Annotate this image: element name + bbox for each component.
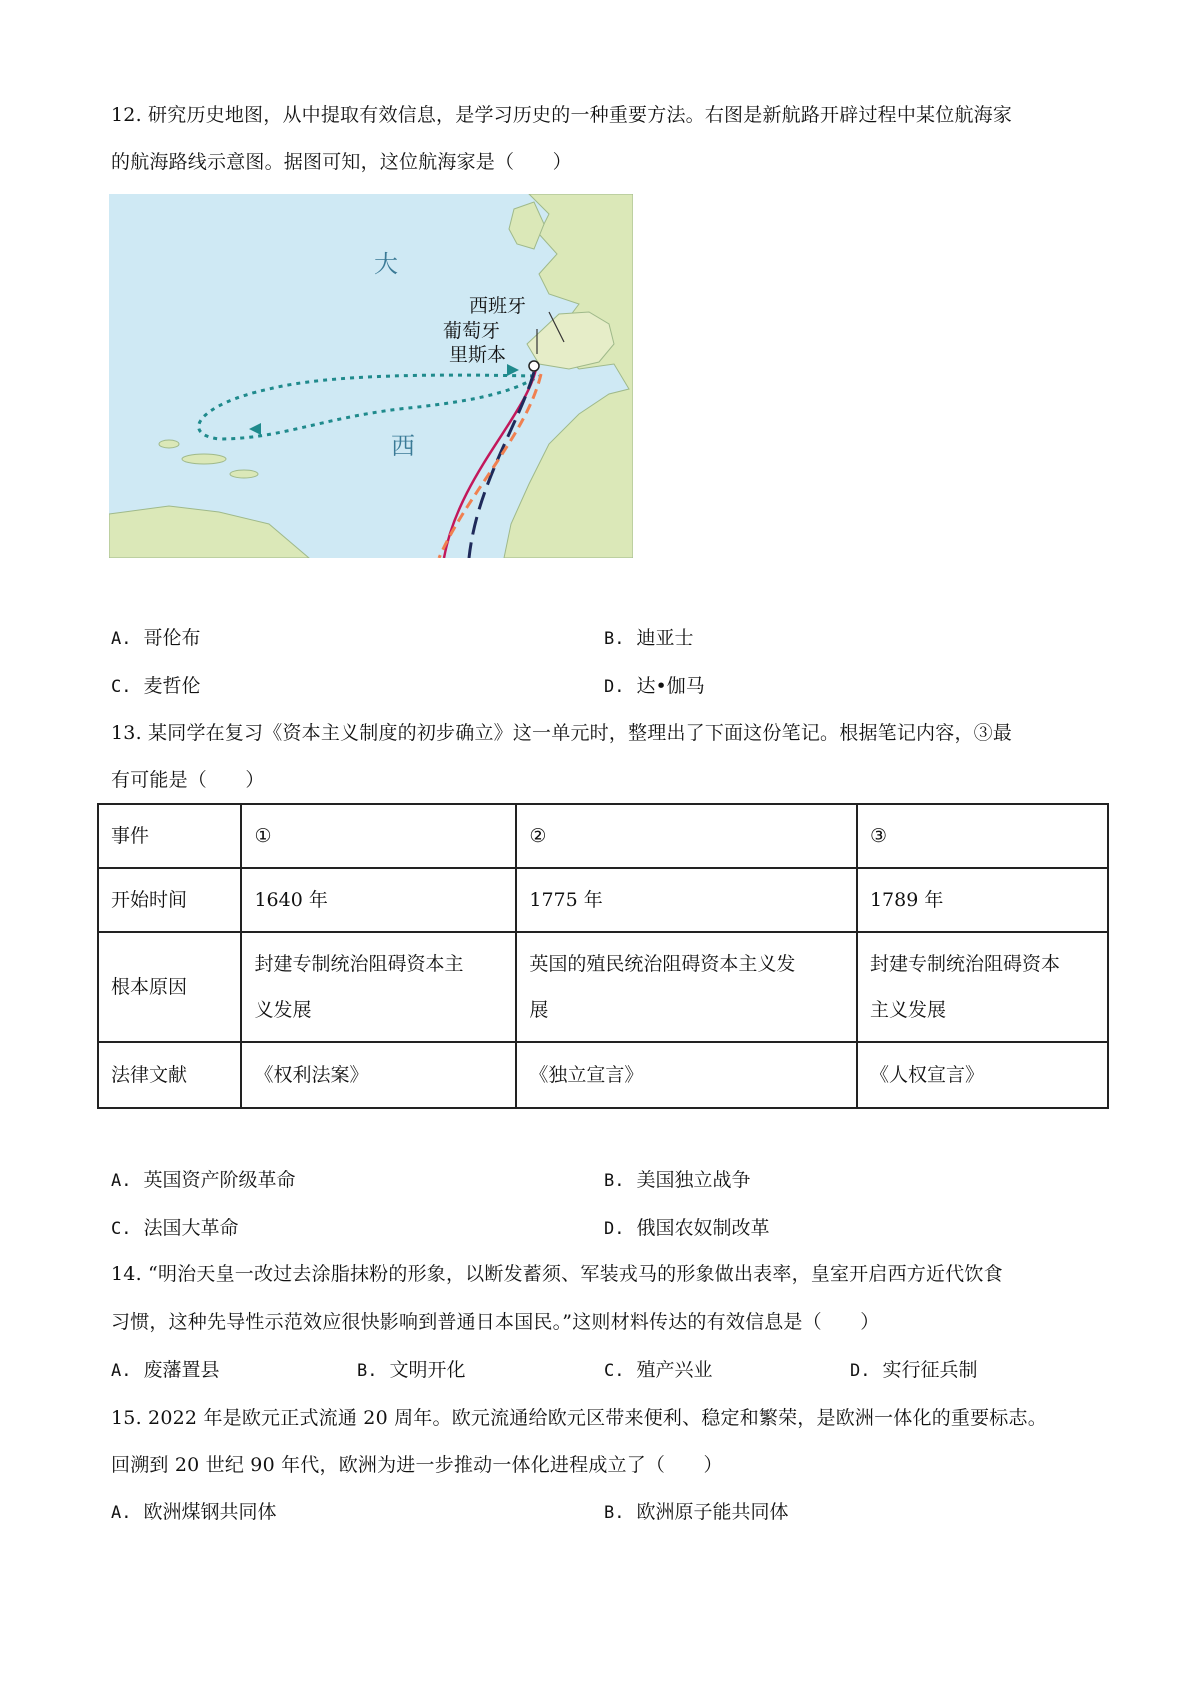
q12-stem-line1: 12. 研究历史地图，从中提取有效信息，是学习历史的一种重要方法。右图是新航路开辟过程中某位航海家: [111, 104, 1013, 126]
q12-option-c[interactable]: C. 麦哲伦: [111, 675, 201, 697]
table-cell: 《人权宣言》: [857, 1042, 1108, 1108]
q12-stem-line2: 的航海路线示意图。据图可知，这位航海家是（ ）: [111, 151, 572, 173]
q14-option-a[interactable]: A. 废藩置县: [111, 1359, 220, 1381]
table-cell: 根本原因: [98, 932, 241, 1042]
lisbon-marker: [529, 361, 539, 371]
spain-label: 西班牙: [469, 295, 527, 317]
table-row: [98, 868, 1108, 932]
q14-stem-line1: 14. “明治天皇一改过去涂脂抹粉的形象，以断发蓄须、军装戎马的形象做出表率，皇室开启西方近代饮食: [111, 1263, 1003, 1285]
q14-stem-line2: 习惯，这种先导性示范效应很快影响到普通日本国民。”这则材料传达的有效信息是（ ）: [111, 1311, 880, 1333]
voyage-route-map: [109, 194, 633, 558]
table-row: [98, 932, 1108, 1042]
table-row: [98, 804, 1108, 868]
table-cell: 英国的殖民统治阻碍资本主义发 展: [516, 932, 857, 1042]
caribbean-island: [182, 454, 226, 464]
q13-option-b[interactable]: B. 美国独立战争: [604, 1169, 751, 1191]
table-cell: 封建专制统治阻碍资本主 义发展: [241, 932, 516, 1042]
ocean-label-2: 西: [391, 432, 415, 460]
q13-option-c[interactable]: C. 法国大革命: [111, 1217, 239, 1239]
lisbon-label: 里斯本: [449, 344, 507, 366]
caribbean-island: [159, 440, 179, 448]
q14-option-c[interactable]: C. 殖产兴业: [604, 1359, 713, 1381]
table-cell: 1640 年: [241, 868, 516, 932]
table-cell: 事件: [98, 804, 241, 868]
q13-option-a[interactable]: A. 英国资产阶级革命: [111, 1169, 296, 1191]
table-cell: 1789 年: [857, 868, 1108, 932]
table-cell: ③: [857, 804, 1108, 868]
table-cell: 《权利法案》: [241, 1042, 516, 1108]
q12-option-d[interactable]: D. 达•伽马: [604, 675, 705, 697]
notes-table: [97, 803, 1109, 1109]
q12-option-a[interactable]: A. 哥伦布: [111, 627, 201, 649]
q15-option-a[interactable]: A. 欧洲煤钢共同体: [111, 1501, 277, 1523]
table-cell: 1775 年: [516, 868, 857, 932]
ocean-label-1: 大: [374, 250, 398, 278]
q15-stem-line1: 15. 2022 年是欧元正式流通 20 周年。欧元流通给欧元区带来便利、稳定和繁荣，是欧洲一体化的重要标志。: [111, 1407, 1047, 1429]
q15-option-b[interactable]: B. 欧洲原子能共同体: [604, 1501, 789, 1523]
table-cell: 《独立宣言》: [516, 1042, 857, 1108]
table-cell: ②: [516, 804, 857, 868]
q13-option-d[interactable]: D. 俄国农奴制改革: [604, 1217, 770, 1239]
table-cell: 开始时间: [98, 868, 241, 932]
q12-option-b[interactable]: B. 迪亚士: [604, 627, 694, 649]
q14-option-d[interactable]: D. 实行征兵制: [850, 1359, 978, 1381]
table-cell: ①: [241, 804, 516, 868]
table-cell: 法律文献: [98, 1042, 241, 1108]
table-row: [98, 1042, 1108, 1108]
q13-stem-line1: 13. 某同学在复习《资本主义制度的初步确立》这一单元时，整理出了下面这份笔记。根据笔记内容，③最: [111, 722, 1013, 744]
table-cell: 封建专制统治阻碍资本 主义发展: [857, 932, 1108, 1042]
caribbean-island: [230, 470, 258, 478]
q13-stem-line2: 有可能是（ ）: [111, 769, 265, 791]
portugal-label: 葡萄牙: [443, 320, 501, 342]
q15-stem-line2: 回溯到 20 世纪 90 年代，欧洲为进一步推动一体化进程成立了（ ）: [111, 1454, 723, 1476]
q14-option-b[interactable]: B. 文明开化: [357, 1359, 466, 1381]
